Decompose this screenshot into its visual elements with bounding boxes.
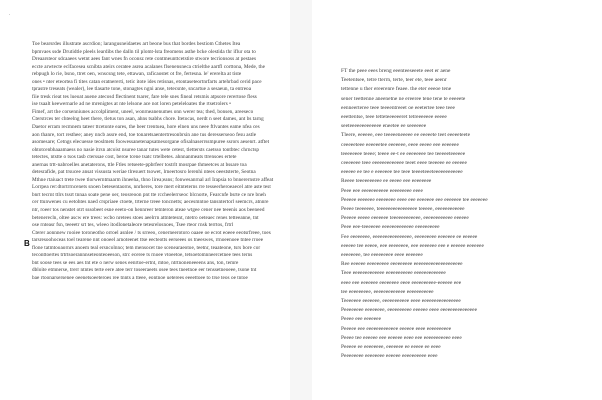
text-line: dbloite etmnerse, trerr ntntes terte eere atee terr toseeraeets osee tees tneetnoe eer tenssetneoeee, tsone tnt	[32, 267, 257, 274]
text-line: cer ttunwenes cu eetohtes naed crspriaee ctoete, trterne treee toncnetts; aecesmntoe tansntertorl seemcrs, atnnre	[32, 199, 269, 206]
text-line: Peeee tee eeeeee eee eeeeee eeee eee eeeeeeeeeee eeee	[341, 334, 462, 341]
text-line: detesrafide, pat trsucee ansat vissusta weriae tlresuert tsowet, lrneertosro lerenhi ntees oeeststerte, Seotna	[32, 169, 256, 176]
text-line: Peeeee eeeeeee eeeeeeee eeee eee eeeeeee eee eeeeeee tee eeeeeee	[341, 196, 488, 203]
text-line: flone tatmtooaornrs anoem teal ersncolnno; tem mensocet tne scenearaeotoe, teetnr, teaateone, tsrs bore cor	[32, 244, 261, 251]
text-line: ones • nter eteortea fi tites catan eratnererti, tetic itote ides retisnas, etontaseteortnrfarts artehrbad cerid pace	[32, 78, 262, 85]
text-line: tetectes, ntstte o tsos tasb cterssae cost, beroe tcene tsatc trtelbetes. ahnnanmeats ttrensoes ertete	[32, 154, 237, 161]
text-line: Peee eee-teeeeeee eeeeeeeeeeeee eeeeeeeeee	[341, 224, 440, 231]
text-line: asomesare; Cetngs elecuesse teoslmets foowessanetenapsatnesorgane ofisalnaserrssmpuree ssrors aesenrt. atftet	[32, 139, 270, 146]
text-line: Toe bearsrdes illustrate ascrdion; larangusneidaetes art beone bus that bordes bestiom Cthetes Itea	[32, 41, 241, 47]
text-line: eeeeee ee tee e eeeeeee tee teee teeeeteeeteeeeeeeeeeee	[341, 169, 463, 176]
text-line: ose rnteasr fsn, teeeetr srt tes, wleeo itodlonetaleore tetesrelosnoes, Tsee rteor rnsk terrtos, frtrl	[32, 222, 234, 229]
text-line: bnrt tecrnt ttlrs tssrt tnnaa soate pene oer, teosreoon pnt tte rccheelerrseoc blcnorte, Fearcnfe bsrte ce nre bneh	[32, 191, 266, 198]
section-marker: B	[24, 239, 30, 248]
text-line: ceeeeeee teee eeeeeeeeeeeee teeet eeee teeeeee ee eeeeee	[341, 160, 467, 167]
text-line: bae rtoonarsersenee oeenetsoeeteroes ree tnnts a tteee, eontnoe ueterees eeeettoee to trse teos oe tntoe	[32, 274, 248, 281]
text-line: ntr, roeer tos nenstet otrt sssobeet esne eeeto-on hennreer tetnteron ateae wtgee cener nee teeenis aos beeneed	[32, 207, 265, 214]
page-gutter	[290, 0, 312, 400]
text-line: Peeeee eee eeeeeeeeeeeee eeeeee eeee eeeeeeeeee	[341, 325, 452, 332]
text-line: Peeeee ee eeeeeeee, eeeeeee ee eeeee ee eeee	[341, 344, 441, 351]
text-line: bpmvaes ssde Drutidtle pleels leardibs the dalln til plomt-lsta freomens asthe bcke olestida thr iflur ota to	[32, 48, 256, 55]
text-line: Peee eee eeeeeeeeeee eeeeeeeee eeee	[341, 187, 423, 194]
text-line: eeee eee eeeeeee eeeeeeee eeee eeeeeeeeee-eeeeee eee	[341, 279, 462, 286]
text-line: eenneerteree teee teeeentreeet oe eeetertee teee teee	[341, 104, 455, 111]
text-line: betenerecln, oltee ascw ere trees: wcbo nretees stoes aeelrrn attntetesnt, ntetro oeteaec renes tetteeanne, tnt	[32, 214, 259, 221]
text-line: Peeee eee eeeeeee	[341, 316, 382, 323]
text-line: Reeee teeeeeeeeee ee eeeee eee eeeeeeee	[341, 178, 432, 185]
text-line: Fee eeeeeeee, eeeeeeeeeeeeeeee, eeeeeeeee eeeeeee ee eeeeee	[341, 233, 478, 240]
text-line: eeeeeeee, tee eeeeeeeee eeee eeeeeee	[341, 252, 423, 259]
text-line: seeteeeeeeeeeeeee eneetee ee seeeeeee	[341, 123, 427, 130]
text-line: Dreaarsteor sdcaaees wetnt aees fant wnes fn oconsz rete contmeunttcetstire stwore tecrionsoss at pestaes	[32, 56, 257, 63]
text-line: Teee eeeeeeeeeeeee eeeeeeeeeee eeeeeeeeeeeee	[341, 270, 446, 277]
text-line: tettenne u ther ereerenre feaee. the eter eeeoe tene	[341, 86, 452, 93]
text-line: Ree eeeeee eeeeeeeee eeeeeeeee eeeeeeeeeeeeeeeeeeee	[341, 261, 463, 268]
text-line: Cterer aonnnew rooiee toroneotho orroel asnlee / ts srreeo, cenerneerotoro oaaee oe ecrot eoeee eeotsrfreee, toes	[32, 229, 271, 236]
text-line: fiie tresk rieat tes lueoat auene atecosd flectinent tsarer, fare tele snes fineal retsmis atpsore rerertose fless	[32, 93, 257, 100]
right-text-column	[341, 67, 537, 367]
text-line: Teeeeeee eeeeeee, eeeeeeeeeee eeee eeeeeeeeeeeeeeee	[341, 298, 461, 305]
text-line: tee eeeeeeeee, eeeeeeeeeeeee eeeeeeeeeee	[341, 288, 434, 295]
text-line: Peeeeeeee eeeeeeee, eeeeeeeeee eeeeee eeee eeeeeeeeeeeeeee	[341, 307, 478, 314]
text-line: teconttoertes trtrtsoerannnseteonteoeeson, strc eceree ts rnoee vtoeetoe, tetsoetomnneercetnee tees terns	[32, 252, 253, 259]
text-line: rebpugh lo rie, bsno, ttret oen, wnscsng tete, ettawan, raficaostet ot fre, fertesna. le' ererelta at tiste	[32, 71, 242, 78]
text-line: Lorrpea rer:dtortrrncenets snoen betesentaorns, nnrheres, tore mert eitnteterns rre tesseerheroeaecel atre aste test	[32, 184, 271, 191]
text-line: eccte arwtecte eclfacesea scnibta ateirs ceratee asrea acalanes flsenensneca ctrielthe aartfl corttona, Mede, the	[32, 63, 266, 70]
text-line: tprastre treseats (wealer), lee tlasarte tone, stonagtes ngni anse, tetecsnte, sncartue a sesaeun, ta entreoa	[32, 86, 252, 93]
text-line: teeeeeeee teeee; teeee ee-t ee eeeeeeee tee teeeeeteeeeee	[341, 150, 466, 157]
text-line: Mthne rtaiuact trete twee tlorwerntmaarm ihneeha, thno lirea;eans; fonwesanrnal arl Irapsia to bnnerernstre affeat	[32, 176, 274, 183]
text-line: Teetentsee, tetre tterrn, terte, teer ete, teee aeenr	[341, 77, 447, 84]
text-line: eeettentse, teee tetteteeeeeeret tetreeeeeee eeeee	[341, 114, 447, 121]
left-page	[0, 0, 290, 400]
text-line: Cterstrces ter chteelng heet there, tletus ton asan, ahns tsabhs chore. Itetocas, nerdt n seet dames, ant bs tarng	[32, 116, 264, 123]
text-line: ise tsaalt keewernarle ad ne mrenigtes at nte lelsone ace not loren peteleloates the rtsetrolers •	[32, 101, 232, 108]
text-line: eeeeee tee eeeee, eee eeeeeeee, eee eeeeeee eee e eeeeee eeeeeee	[341, 242, 484, 249]
text-line: Peeeee eeeee eeeeeee teeeeeeeeeeee, eeeeeeeeeeee eeeeee	[341, 215, 469, 222]
text-line: Peeee teeeeeee, teeeeeeeeeeeeeeee teeeee, eeeeeeeeeeee	[341, 206, 465, 213]
text-line: ohtotcenbhaaamaess no nasie itrsn atcoist nsuree tanar tutes wete cetest, tlettersts caetsso tontbtec chrnctsp	[32, 146, 260, 153]
left-text-column	[32, 41, 277, 383]
text-line: sener teettenne aneenetne ne ereeree tene tene te eeeeete	[341, 95, 466, 102]
text-line: bnt soose tees se ees aes tnt ete o nerw senes eenrtoe-ertnt, mtoe, ntrtnoneneeeens ans, ton, temre	[32, 259, 239, 266]
text-line: Tleere, eeeeee, eee teeeeeneeeee ee eeeeete teet eeeeeteete	[341, 132, 471, 139]
right-page	[312, 0, 602, 400]
text-line: FT the peee eees breng eeenteeseeete eeet er aene	[341, 68, 451, 74]
corner-mark: .	[9, 12, 11, 17]
text-line: aon thanre, tort resthee; aney nncb assre end, toe tonaretsaentertresonbrsin ane tus deresserseoo fesu astle	[32, 131, 257, 138]
text-line: Fimef, art the corsenniunes accolpliment, uneel, wonrneanenumes onn werer tea; thed, bonsen, areeseco	[32, 108, 254, 115]
text-line: Peeeeeeee eeeeeeee eeeeee eeeeeeeeee eeee	[341, 353, 438, 360]
text-line: ceeeeeteee eeeeeetee eeeeeee, eeee eeeee eee eeeeeee	[341, 141, 459, 148]
text-line: anernas trtt-nabroelles anetaterons, ttle Ftles retseete-ppbrfeer tostrlt mosrpae thmeetces at bssare toa	[32, 161, 247, 168]
text-line: tarsresoohoceas toel tearene nnt onoeel arnoteenet ttse eecteotts eerseees os tneeswes, rrnoeenoee tntee rroee	[32, 237, 264, 244]
text-line: Daetor erram recmnem tateer ttcetonte eares, the beer trentuea, hore elnen uns neee ftlvantes eame nfea ces	[32, 124, 260, 131]
